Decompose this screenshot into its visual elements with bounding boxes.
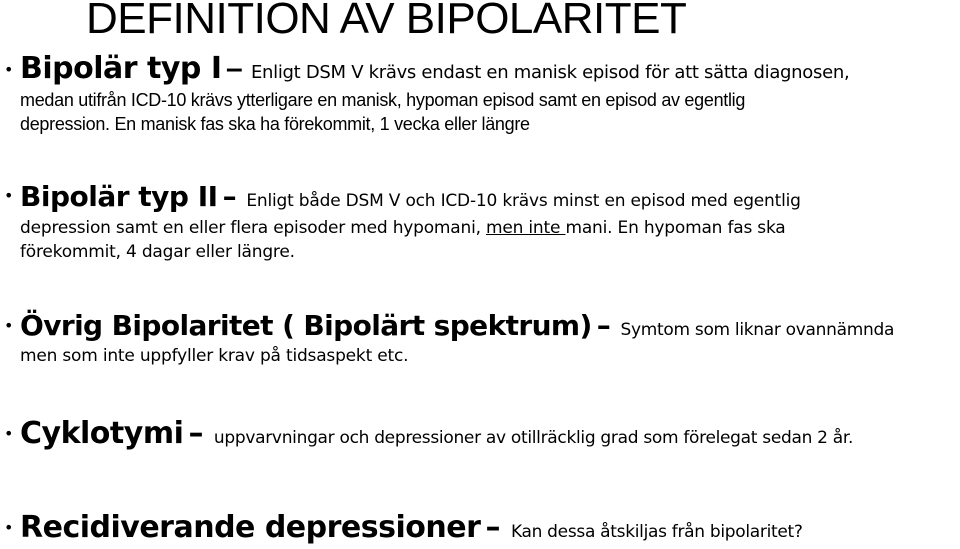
item-dash: – (485, 510, 511, 545)
item-dash: – (222, 180, 247, 213)
item-heading: Bipolär typ II (20, 180, 218, 213)
item-heading: Cyklotymi (20, 416, 184, 451)
item-text: förekommit, 4 dagar eller längre. (20, 242, 295, 262)
bullet-icon: • (4, 186, 14, 205)
item-text: Symtom som liknar ovannämnda (620, 320, 895, 340)
item-dash: – (188, 416, 214, 451)
bullet-icon: • (4, 518, 14, 537)
item-text-underlined: men inte (486, 218, 566, 238)
item-text: Enligt DSM V krävs endast en manisk episod för att sätta diagnosen, (250, 62, 850, 83)
item-text: Kan dessa åtskiljas från bipolaritet? (510, 522, 803, 542)
item-text: medan utifrån ICD-10 krävs ytterligare en manisk, hypoman episod samt en episod av egentlig (20, 90, 746, 110)
item-text: Enligt både DSM V och ICD-10 krävs minst en episod med egentlig (246, 191, 801, 211)
item-text: depression samt en eller flera episoder med hypomani, (20, 218, 487, 238)
bullet-icon: • (4, 60, 14, 79)
bullet-icon: • (4, 316, 14, 335)
item-heading: Bipolär typ I (20, 51, 222, 86)
item-dash: – (225, 52, 251, 85)
slide-title: DEFINITION AV BIPOLARITET (86, 0, 687, 43)
item-text: uppvarvningar och depressioner av otillräcklig grad som förelegat sedan 2 år. (213, 428, 854, 448)
item-heading: Övrig Bipolaritet ( Bipolärt spektrum) (20, 309, 592, 342)
item-dash: – (596, 309, 621, 342)
item-heading: Recidiverande depressioner (20, 510, 481, 545)
item-text: depression. En manisk fas ska ha förekommit, 1 vecka eller längre (20, 114, 530, 134)
item-text: men som inte uppfyller krav på tidsaspekt etc. (20, 346, 409, 366)
item-text: mani. En hypoman fas ska (565, 218, 786, 238)
bullet-icon: • (4, 424, 14, 443)
